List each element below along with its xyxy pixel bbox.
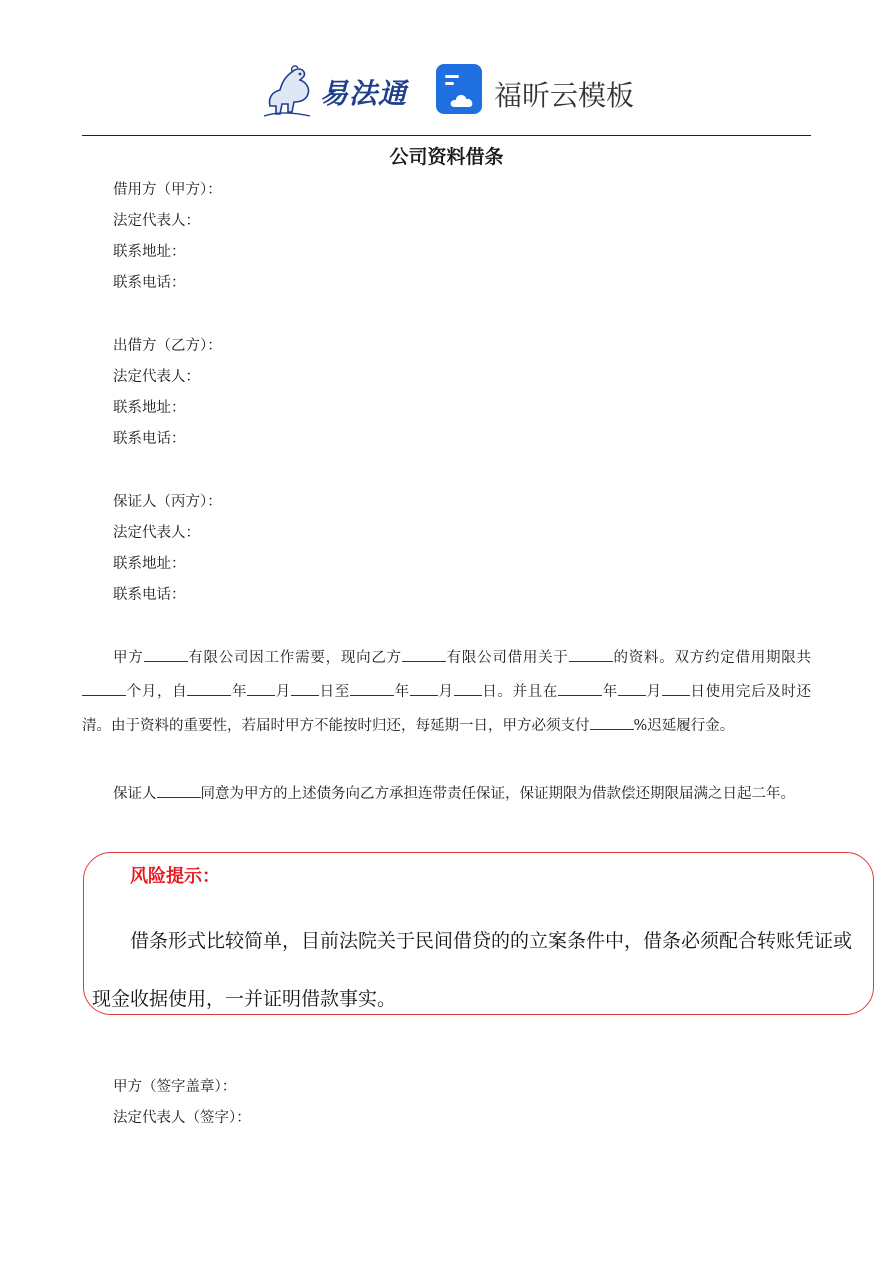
document-cloud-icon [436,64,486,116]
signature-rep: 法定代表人（签字）： [113,1110,251,1126]
party-a-address: 联系地址： [113,244,186,260]
foxit-cloud-template-wordmark: 福昕云模板 [494,79,635,112]
guarantor-rep: 法定代表人： [113,525,200,541]
guarantee-paragraph: 保证人 同意为甲方的上述债务向乙方承担连带责任保证，保证期限为借款偿还期限届满之日起二年。 [82,777,811,811]
signature-party-a: 甲方（签字盖章）： [113,1079,237,1095]
guarantor-heading: 保证人（丙方）： [113,494,222,510]
risk-notice-body: 借条形式比较简单，目前法院关于民间借贷的的立案条件中，借条必须配合转账凭证或现金收据使用，一并证明借款事实。 [92,930,853,1010]
party-b-phone: 联系电话： [113,431,186,447]
party-a-phone: 联系电话： [113,275,186,291]
yifatong-logo [262,62,412,120]
qilin-horse-icon [262,62,320,120]
risk-notice-title: 风险提示： [130,866,220,887]
party-a-rep: 法定代表人： [113,213,200,229]
document-title: 公司资料借条 [389,146,504,168]
header-divider [82,135,811,136]
guarantor-phone: 联系电话： [113,587,186,603]
party-b-heading: 出借方（乙方）： [113,338,222,354]
loan-terms-paragraph: 甲方 有限公司因工作需要，现向乙方 有限公司借用关于 的资料。双方约定借用期限共个月，自 年 月 日至 年 月 日。并且在 年 月 日使用完后及时还清。由于资料的重要性，若届时甲方不能按时归还，每延期一日，甲方必须支付 %迟延履行金。 [82,641,811,743]
guarantor-address: 联系地址： [113,556,186,572]
yifatong-wordmark: 易法通 [320,77,408,110]
party-b-address: 联系地址： [113,400,186,416]
party-a-heading: 借用方（甲方）： [113,182,222,198]
party-b-rep: 法定代表人： [113,369,200,385]
document-header [0,60,893,122]
